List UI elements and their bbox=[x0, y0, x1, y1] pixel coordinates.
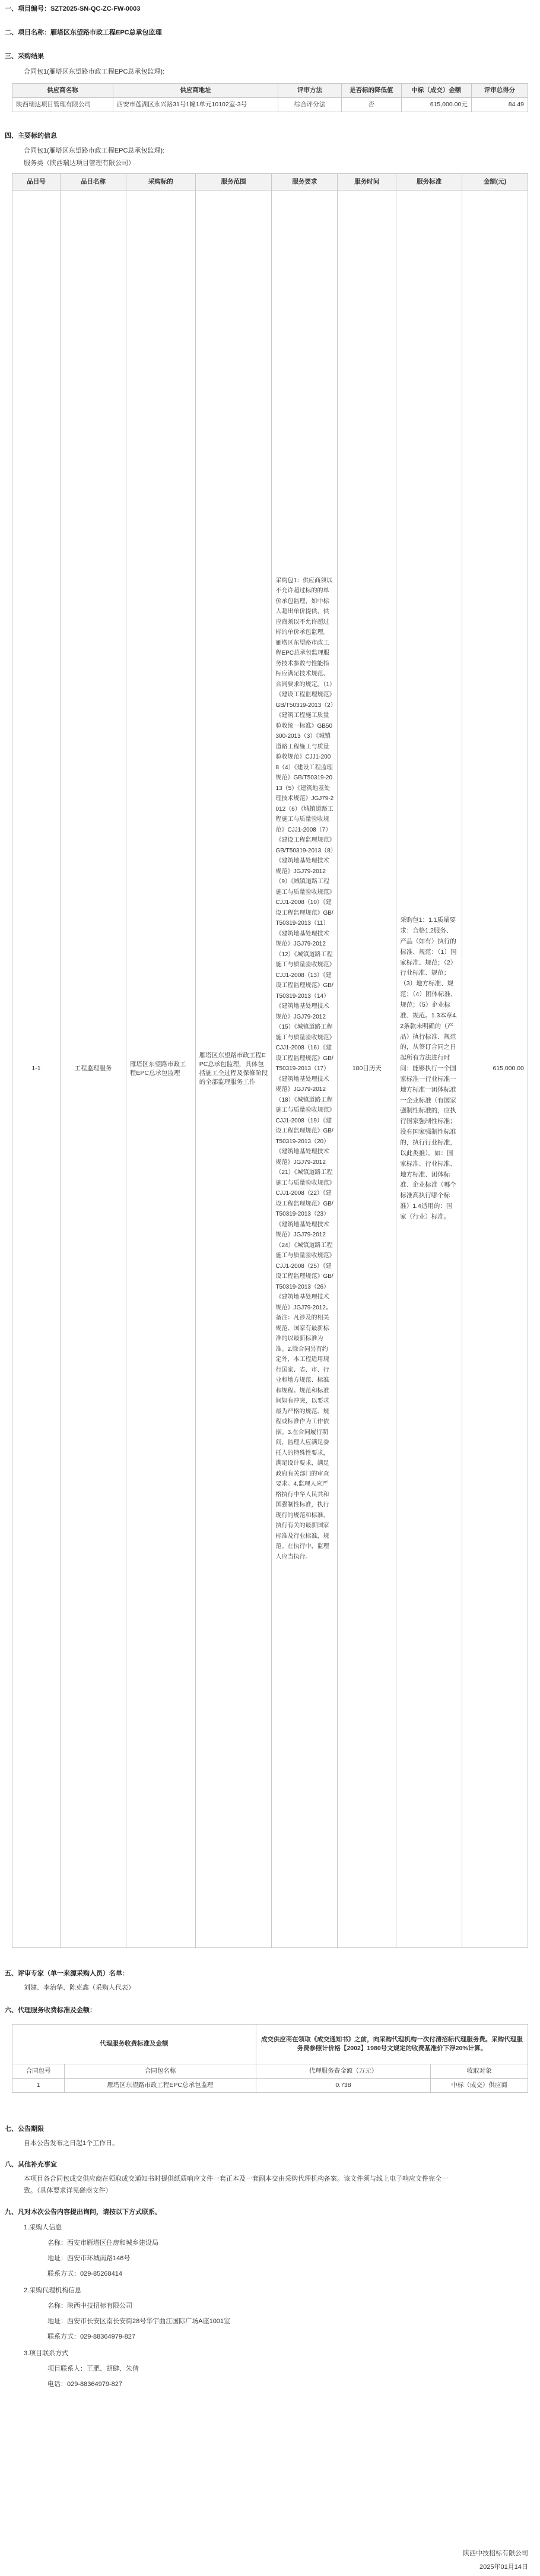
project-name: 二、项目名称：雁塔区东望路市政工程EPC总承包监理 bbox=[5, 29, 162, 36]
main-info-col-header: 品目号 bbox=[12, 174, 61, 191]
result-cell-address: 西安市莲湖区永兴路31号1幢1单元10102室-3号 bbox=[113, 98, 278, 112]
main-info-item-no: 1-1 bbox=[12, 191, 61, 1948]
main-info-col-header: 服务要求 bbox=[272, 174, 338, 191]
result-cell-method: 综合评分法 bbox=[278, 98, 342, 112]
main-info-service-line: 服务类（陕西瑞达项目管理有限公司） bbox=[24, 160, 135, 167]
fee-header-row bbox=[12, 2064, 528, 2079]
buyer-phone: 联系方式：029-85268414 bbox=[47, 2270, 122, 2277]
main-info-service-time: 180日历天 bbox=[338, 191, 396, 1948]
result-cell-reduced: 否 bbox=[341, 98, 401, 112]
agency-phone: 联系方式：029-88364979-827 bbox=[47, 2333, 135, 2340]
main-info-target: 雁塔区东望路市政工程EPC总承包监理 bbox=[126, 191, 195, 1948]
main-info-col-header: 服务范围 bbox=[195, 174, 272, 191]
fee-cell-no: 1 bbox=[12, 2079, 65, 2093]
result-col-header: 供应商名称 bbox=[12, 84, 113, 98]
notice-heading: 七、公告期限 bbox=[5, 2125, 44, 2133]
main-info-col-header: 服务标准 bbox=[396, 174, 462, 191]
result-table bbox=[12, 83, 528, 112]
footer-date: 2025年01月14日 bbox=[479, 2564, 528, 2571]
fee-cell-target: 中标（成交）供应商 bbox=[431, 2079, 528, 2093]
main-info-requirements: 采购包1：供应商须以不允许超过标的的单价承包监理，如中标人超出单价提供，供应商须以不允许超过标的单价承包监理。雁塔区东望路市政工程EPC总承包监理服务技术参数与性能指标应满足技术规范、合同要求的规定。（1）《建设工程监理规范》GB/T50319-2013（2）《建筑工程施工质量验收统一标准》GB50300-2013（3）《城镇道路工程施工与质量验收规范》CJJ1-2008（4）《建设工程监理规范》GB/T50319-2013（5）《建筑地基处理技术规范》JGJ79-2012（6）《城镇道路工程施工与质量验收规范》CJJ1-2008（7）《建设工程监理规范》GB/T50319-2013（8）《建筑地基处理技术规范》JGJ79-2012（9）《城镇道路工程施工与质量验收规范》CJJ1-2008（10）《建设工程监理规范》GB/T50319-2013（11）《建筑地基处理技术规范》JGJ79-2012（12）《城镇道路工程施工与质量验收规范》CJJ1-2008（13）《建设工程监理规范》GB/T50319-2013（14）《建筑地基处理技术规范》JGJ79-2012（15）《城镇道路工程施工与质量验收规范》CJJ1-2008（16）《建设工程监理规范》GB/T50319-2013（17）《建筑地基处理技术规范》JGJ79-2012（18）《城镇道路工程施工与质量验收规范》CJJ1-2008（19）《建设工程监理规范》GB/T50319-2013（20）《建筑地基处理技术规范》JGJ79-2012（21）《城镇道路工程施工与质量验收规范》CJJ1-2008（22）《建设工程监理规范》GB/T50319-2013（23）《建筑地基处理技术规范》JGJ79-2012（24）《城镇道路工程施工与质量验收规范》CJJ1-2008（25）《建设工程监理规范》GB/T50319-2013（26）《建筑地基处理技术规范》JGJ79-2012。备注：凡涉及的相关规范、国家有最新标准的以最新标准为准。2.除合同另有约定外，本工程适用现行国家、省、市、行业和地方规范、标准和规程。规范和标准间如有冲突，以要求最为严格的规范、规程或标准作为工作依据。3.在合同履行期间，监理人应满足委托人的特殊性要求，满足设计要求，满足政府有关部门的审查要求。4.监理人应严格执行中华人民共和国强制性标准，执行现行的规范和标准，执行有关的最新国家标准及行业标准，规范。在执行中，监理人应当执行。 bbox=[272, 191, 338, 1948]
main-info-scope: 雁塔区东望路市政工程EPC总承包监理，具体包括施工全过程及保修阶段的全部监理服务工作 bbox=[195, 191, 272, 1948]
fee-standard-text: 成交供应商在领取《成交通知书》之前，向采购代理机构一次付清招标代理服务费。采购代理服务费参照计价格【2002】1980号文规定的收费基准价下浮20%计算。 bbox=[256, 2025, 528, 2064]
project-contact-people: 项目联系人：王肥、胡肆、朱倩 bbox=[47, 2365, 139, 2372]
other-heading: 八、其他补充事宜 bbox=[5, 2161, 57, 2168]
main-info-col-header: 品目名称 bbox=[61, 174, 126, 191]
result-cell-score: 84.49 bbox=[471, 98, 528, 112]
result-contract-line: 合同包1(雁塔区东望路市政工程EPC总承包监理): bbox=[24, 68, 165, 75]
result-cell-supplier: 陕西瑞达项目管理有限公司 bbox=[12, 98, 113, 112]
main-info-data-row bbox=[12, 191, 528, 1948]
notice-text: 自本公告发布之日起1个工作日。 bbox=[24, 2140, 119, 2147]
result-cell-amount: 615,000.00元 bbox=[401, 98, 471, 112]
fee-col-header: 代理服务费金额（万元） bbox=[256, 2064, 431, 2079]
main-info-col-header: 服务时间 bbox=[338, 174, 396, 191]
fee-table bbox=[12, 2024, 528, 2093]
result-col-header: 中标（成交）金额 bbox=[401, 84, 471, 98]
agency-name: 名称：陕西中技招标有限公司 bbox=[47, 2302, 132, 2309]
committee-heading: 五、评审专家（单一来源采购人员）名单： bbox=[5, 1970, 129, 1977]
project-contact-phone: 电话：029-88364979-827 bbox=[47, 2381, 122, 2388]
footer-organization: 陕西中技招标有限公司 bbox=[463, 2550, 528, 2557]
main-info-heading: 四、主要标的信息 bbox=[5, 132, 57, 139]
result-col-header: 评审方法 bbox=[278, 84, 342, 98]
result-heading: 三、采购结果 bbox=[5, 53, 44, 60]
fee-data-row bbox=[12, 2079, 528, 2093]
other-text-2: 致。（具体要求详见磋商文件） bbox=[24, 2187, 112, 2194]
fee-cell-name: 雁塔区东望路市政工程EPC总承包监理 bbox=[65, 2079, 256, 2093]
agency-address: 地址：西安市长安区南长安街28号华宇曲江国际广场A座1001室 bbox=[47, 2318, 231, 2325]
fee-standard-label: 代理服务收费标准及金额 bbox=[12, 2025, 256, 2064]
result-col-header: 是否标的降低值 bbox=[341, 84, 401, 98]
fee-col-header: 合同包名称 bbox=[65, 2064, 256, 2079]
main-info-standard: 采购包1：1.1质量要求：合格1.2服务、产品（如有）执行的标准、规范：（1）国家标准、规范；（2）行业标准、规范；（3）地方标准、规范；（4）团体标准、规范；（5）企业标准、规范。1.3本章4.2条款未明确的（产品）执行标准、规范的，从签订合同之日起所有方法进行时间：能够执行一个国家标准一行业标准一地方标准一团体标准一企业标准（有国家强制性标准的，应执行国家强制性标准；没有国家强制性标准的，执行行业标准，以此类推）。如：国家标准、行业标准、地方标准、团体标准、企业标准（哪个标准高执行哪个标准）1.4适用的：国家（行业）标准。 bbox=[396, 191, 462, 1948]
buyer-address: 地址：西安市环城南路146号 bbox=[47, 2255, 131, 2262]
main-info-table bbox=[12, 173, 528, 1948]
buyer-name: 名称：西安市雁塔区住房和城乡建设局 bbox=[47, 2239, 158, 2247]
other-text-1: 本项目各合同包成交供应商在领取成交通知书时提供纸质响应文件一套正本及一套副本交由采购代理机构备案。该文件须与线上电子响应文件完全一 bbox=[24, 2175, 448, 2182]
main-info-contract-line: 合同包1(雁塔区东望路市政工程EPC总承包监理): bbox=[24, 147, 165, 154]
main-info-item-name: 工程监理服务 bbox=[61, 191, 126, 1948]
main-info-col-header: 采购标的 bbox=[126, 174, 195, 191]
main-info-col-header: 金额(元) bbox=[462, 174, 528, 191]
contact-heading: 九、凡对本次公告内容提出询问，请按以下方式联系。 bbox=[5, 2209, 161, 2216]
result-data-row bbox=[12, 98, 528, 112]
fee-col-header: 合同包号 bbox=[12, 2064, 65, 2079]
committee-names: 刘建、李治华、陈克鑫（采购人代表） bbox=[24, 1984, 135, 1991]
result-col-header: 评审总得分 bbox=[471, 84, 528, 98]
buyer-label: 1.采购人信息 bbox=[24, 2224, 62, 2231]
main-info-header-row bbox=[12, 174, 528, 191]
fee-top-row bbox=[12, 2025, 528, 2064]
fee-heading: 六、代理服务收费标准及金额： bbox=[5, 2007, 96, 2014]
project-contact-label: 3.项目联系方式 bbox=[24, 2350, 69, 2357]
result-col-header: 供应商地址 bbox=[113, 84, 278, 98]
project-number: 一、项目编号：SZT2025-SN-QC-ZC-FW-0003 bbox=[5, 5, 141, 12]
fee-cell-amount: 0.738 bbox=[256, 2079, 431, 2093]
fee-col-header: 收取对象 bbox=[431, 2064, 528, 2079]
agency-label: 2.采购代理机构信息 bbox=[24, 2287, 82, 2294]
result-header-row bbox=[12, 84, 528, 98]
main-info-amount: 615,000.00 bbox=[462, 191, 528, 1948]
